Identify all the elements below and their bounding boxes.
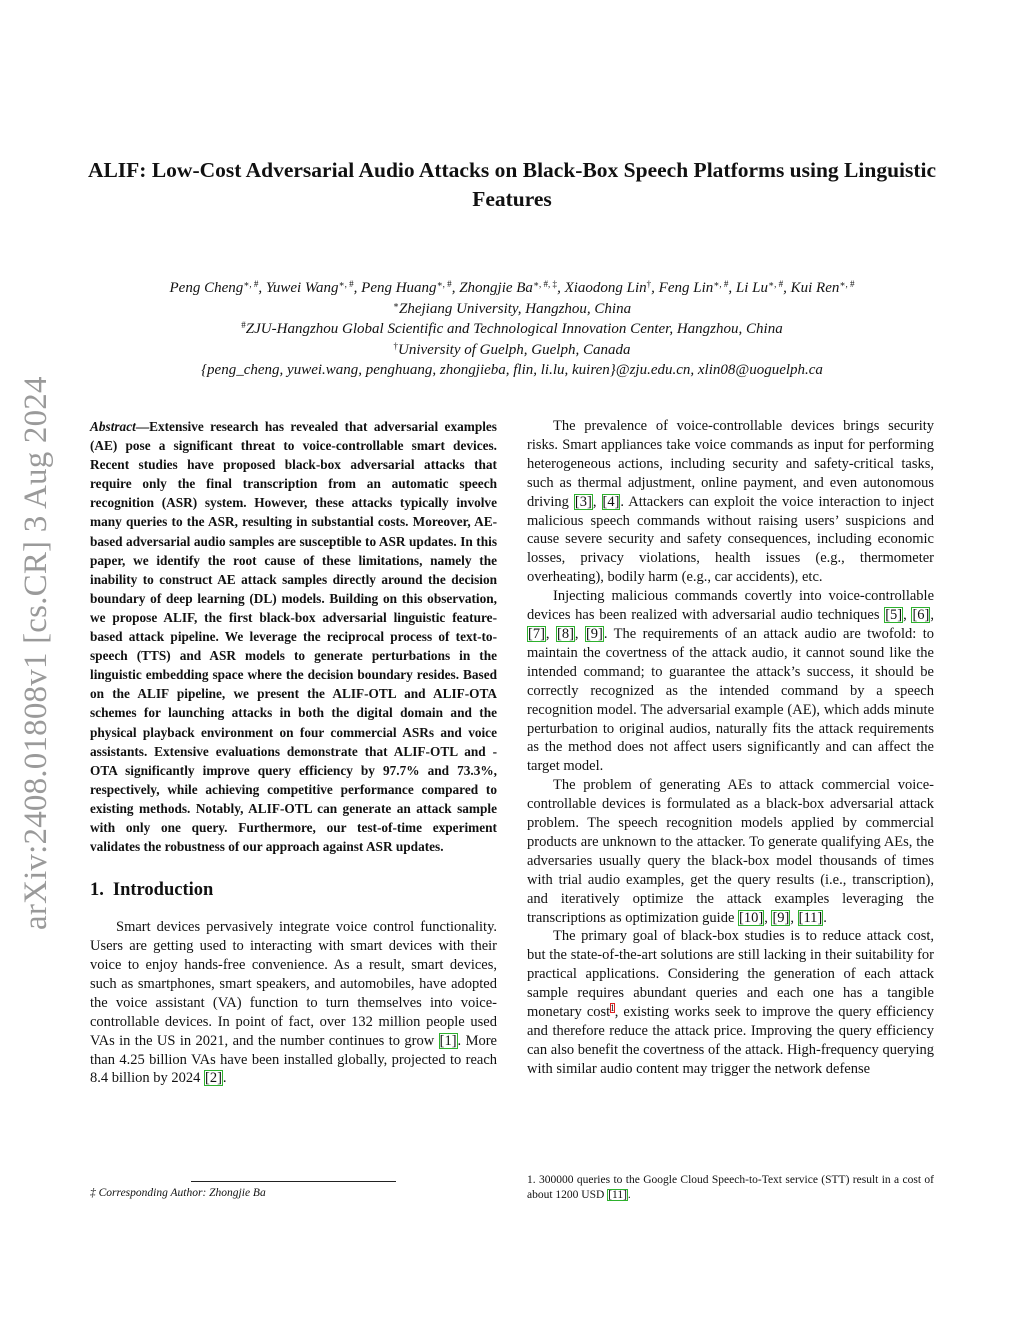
author-name: Feng Lin: [658, 280, 714, 296]
right-column: [527, 417, 934, 1079]
paragraph: [527, 776, 934, 927]
author-affil-mark: ∗, #: [713, 279, 729, 289]
section-heading: [90, 879, 497, 901]
abstract-text: Extensive research has revealed that adversarial examples (AE) pose a significant threat to voice-controllable smart devices. Recent studies have proposed black-box adversarial attacks that require only the final transcription from an automatic speech recognition (ASR) system. However, these attacks typically involve many queries to the ASR, resulting in substantial costs. Moreover, AE-based adversarial audio samples are susceptible to ASR updates. In this paper, we identify the root cause of these limitations, namely the inability to construct AE attack samples directly around the decision boundary of deep learning (DL) models. Building on this observation, we propose ALIF, the first black-box adversarial linguistic feature-based attack pipeline. We leverage the reciprocal process of text-to-speech (TTS) and ASR models to generate perturbations in the linguistic embedding space where the decision boundary resides. Based on the ALIF pipeline, we present the ALIF-OTL and ALIF-OTA schemes for launching attacks in both the digital domain and the physical playback environment on four commercial ASRs and voice assistants. Extensive evaluations demonstrate that ALIF-OTL and -OTA significantly improve query efficiency by 97.7% and 73.3%, respectively, while achieving competitive performance compared to existing methods. Notably, ALIF-OTL can generate an attack sample with only one query. Furthermore, our test-of-time experiment validates the robustness of our approach against ASR updates.: [90, 419, 497, 855]
author-list: Peng Cheng∗, #, Yuwei Wang∗, #, Peng Huang∗, #, Zhongjie Ba∗, #, ‡, Xiaodong Lin†, Feng Lin∗, #, Li Lu∗, #, Kui Ren∗, #: [169, 279, 855, 296]
text-run: Injecting malicious commands covertly into voice-controllable devices has been realized with adversarial audio techniques: [527, 588, 934, 624]
author-affil-mark: †: [646, 279, 652, 289]
section-title: Introduction: [112, 880, 214, 901]
author-block: [60, 278, 964, 381]
text-run: ,: [574, 625, 585, 642]
citation-link[interactable]: [6]: [912, 607, 930, 624]
author-name: Peng Cheng: [169, 280, 244, 296]
text-run: Smart devices pervasively integrate voice control functionality. Users are getting used to interacting with smart devices with their voice to enjoy hands-free convenience. As a result, smart devices, such as smartphones, smart speakers, and automobiles, have adopted the voice assistant (VA) function to turn themselves into voice-controllable devices. In point of fact, over 132 million people used VAs in the US in 2021, and the number continues to grow: [90, 919, 497, 1049]
footnote-link[interactable]: 1: [610, 1003, 615, 1014]
paragraph: [527, 417, 934, 587]
text-run: 1. 300000 queries to the Google Cloud Speech-to-Text service (STT) result in a cost of about 1200 USD: [527, 1174, 934, 1201]
citation-link[interactable]: [4]: [602, 493, 620, 510]
text-run: ,: [764, 909, 772, 926]
footnote-corresponding-author: ‡ Corresponding Author: Zhongjie Ba: [90, 1187, 266, 1199]
affil-mark: #: [241, 320, 246, 330]
text-run: .: [627, 1189, 631, 1201]
author-affil-mark: ∗, #: [338, 279, 354, 289]
author-emails: {peng_cheng, yuwei.wang, penghuang, zhongjieba, flin, li.lu, kuiren}@zju.edu.cn, xlin08@uoguelph.ca: [201, 362, 823, 378]
affil-mark: †: [393, 340, 398, 351]
author-name: Xiaodong Lin: [564, 280, 647, 296]
author-name: Li Lu: [735, 280, 768, 296]
author-affil-mark: ∗, #, ‡: [532, 279, 558, 289]
text-run: ,: [930, 607, 934, 624]
citation-link[interactable]: [11]: [608, 1189, 627, 1201]
citation-link[interactable]: [1]: [439, 1032, 457, 1049]
arxiv-stamp: arXiv:2408.01808v1 [cs.CR] 3 Aug 2024: [18, 376, 54, 930]
affiliation-text: ZJU-Hangzhou Global Scientific and Technological Innovation Center, Hangzhou, China: [245, 321, 783, 337]
affiliation-text: University of Guelph, Guelph, Canada: [398, 341, 631, 358]
text-run: ,: [903, 607, 912, 624]
text-run: .: [823, 909, 827, 926]
footnote-rule: [191, 1181, 396, 1182]
footnote-1: [527, 1173, 934, 1203]
citation-link[interactable]: [2]: [205, 1070, 222, 1087]
section-number: 1.: [90, 880, 104, 901]
citation-link[interactable]: [3]: [574, 493, 592, 510]
citation-link[interactable]: [9]: [585, 625, 603, 642]
intro-paragraph: [90, 918, 497, 1088]
paragraph: [527, 587, 934, 776]
author-affil-mark: ∗, #: [243, 279, 259, 289]
affiliation-guelph: [60, 340, 964, 361]
citation-link[interactable]: [7]: [528, 625, 545, 642]
text-run: The problem of generating AEs to attack commercial voice-controllable devices is formulated as a black-box adversarial attack problem. The speech recognition models applied by commercial products are unknown to the attacker. To generate qualifying AEs, the adversaries usually query the black-box model thousands of times with trial audio examples, get the query results (i.e., transcription), and iteratively optimize the attack examples leveraging the transcriptions as optimization guide: [527, 777, 934, 926]
text-run: ,: [592, 493, 602, 510]
text-run: .: [222, 1070, 227, 1087]
text-run: The primary goal of black-box studies is to reduce attack cost, but the state-of-the-art solutions are still lacking in their suitability for practical applications. Considering the generation of each attack sample requires abundant queries and each one has a tangible monetary cost: [527, 928, 934, 1021]
author-affil-mark: ∗, #: [839, 279, 855, 289]
author-name: Zhongjie Ba: [459, 280, 533, 296]
abstract: Abstract—Extensive research has revealed that adversarial examples (AE) pose a significant threat to voice-controllable smart devices. Recent studies have proposed black-box adversarial attacks that require only the final transcription from an automatic speech recognition (ASR) system. However, these attacks typically involve many queries to the ASR, resulting in substantial costs. Moreover, AE-based adversarial audio samples are susceptible to ASR updates. In this paper, we identify the root cause of these limitations, namely the inability to construct AE attack samples directly around the decision boundary of deep learning (DL) models. Building on this observation, we propose ALIF, the first black-box adversarial linguistic feature-based attack pipeline. We leverage the reciprocal process of text-to-speech (TTS) and ASR models to generate perturbations in the linguistic embedding space where the decision boundary resides. Based on the ALIF pipeline, we present the ALIF-OTL and ALIF-OTA schemes for launching attacks in both the digital domain and the physical playback environment on four commercial ASRs and voice assistants. Extensive evaluations demonstrate that ALIF-OTL and -OTA significantly improve query efficiency by 97.7% and 73.3%, respectively, while achieving competitive performance compared to existing methods. Notably, ALIF-OTL can generate an attack sample with only one query. Furthermore, our test-of-time experiment validates the robustness of our approach against ASR updates.: [90, 419, 497, 855]
author-name: Kui Ren: [790, 280, 840, 296]
affiliation-text: Zhejiang University, Hangzhou, China: [399, 300, 632, 317]
text-run: . More than 4.25 billion VAs have been installed globally, projected to reach 8.4 billion by 2024: [90, 1032, 497, 1087]
text-run: , existing works seek to improve the query efficiency and therefore reduce the attack price. Improving the query efficiency can also benefit the covertness of the attack. High-frequency querying with similar audio content may trigger the network defense: [527, 1004, 934, 1077]
citation-link[interactable]: [8]: [556, 625, 574, 642]
citation-link[interactable]: [10]: [739, 909, 764, 926]
affiliation-zju: [60, 299, 964, 320]
paper-title: ALIF: Low-Cost Adversarial Audio Attacks on Black-Box Speech Platforms using Linguistic Features: [87, 158, 937, 211]
author-affil-mark: ∗, #: [767, 279, 784, 289]
paragraph: [527, 927, 934, 1078]
text-run: The prevalence of voice-controllable devices brings security risks. Smart appliances take voice commands as input for performing heterogeneous actions, including security and safety-critical tasks, such as thermal adjustment, online payment, and even autonomous driving: [527, 418, 934, 510]
citation-link[interactable]: [9]: [772, 909, 790, 926]
text-run: ,: [790, 909, 798, 926]
author-name: Yuwei Wang: [265, 280, 339, 296]
author-affil-mark: ∗, #: [436, 279, 452, 289]
affil-mark: ∗: [392, 299, 400, 310]
text-run: ,: [545, 625, 556, 642]
citation-link[interactable]: [5]: [885, 607, 903, 624]
left-column: [90, 417, 497, 1088]
affiliation-zju-hangzhou: [60, 319, 964, 340]
citation-link[interactable]: [11]: [798, 909, 823, 926]
author-name: Peng Huang: [361, 280, 437, 296]
text-run: . Attackers can exploit the voice interaction to inject malicious speech commands without raising users’ suspicions and cause severe security and safety consequences, including economic losses, privacy violations, health issues (e.g., thermometer overheating), bodily harm (e.g., car accidents), etc.: [527, 493, 934, 586]
abstract-label: Abstract: [90, 419, 136, 434]
text-run: . The requirements of an attack audio are twofold: to maintain the covertness of the attack audio, it cannot sound like the intended command; to guarantee the attack’s success, it should be correctly recognized as the intended command by a speech recognition model. The adversarial example (AE), which adds minute perturbation to original audios, naturally fits the attack requirements as the method does not affect users significantly and can affect the target model.: [527, 625, 935, 775]
